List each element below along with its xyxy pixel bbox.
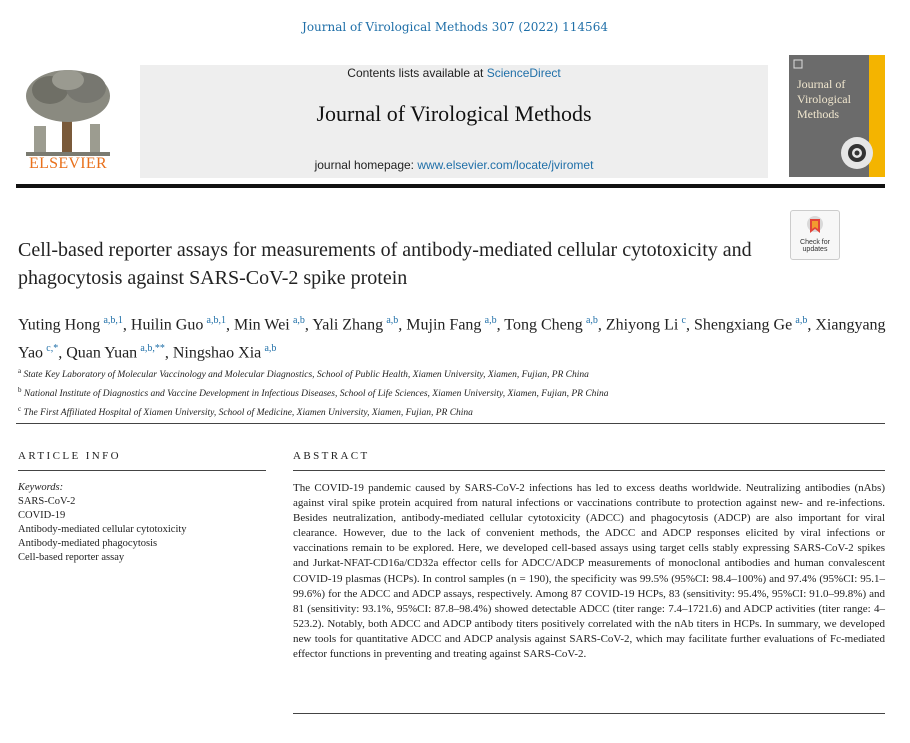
affiliation-text: The First Affiliated Hospital of Xiamen University, School of Medicine, Xiamen University, Xiamen, Fujian, PR China [21,408,473,419]
author-name[interactable]: Yuting Hong [18,316,101,334]
journal-title: Journal of Virological Methods [316,101,592,126]
keyword-item[interactable]: Antibody-mediated phagocytosis [18,538,158,549]
affiliation-item [18,402,888,421]
cover-elsevier-icon [793,59,803,69]
author-affiliation-marker[interactable]: a,b [795,315,808,326]
author-separator: , [685,316,694,334]
author-affiliation-marker[interactable]: a,b [292,315,305,326]
author-affiliation-marker[interactable]: a,b,** [140,343,165,355]
affiliation-text: State Key Laboratory of Molecular Vaccinology and Molecular Diagnostics, School of Public Health, Xiamen University, Xiamen, Fujian, PR China [21,370,589,381]
author-name[interactable]: Min Wei [234,316,290,334]
cover-title [797,77,851,122]
author-affiliation-marker[interactable]: a,b,1 [206,315,226,326]
author-separator: , [807,316,816,334]
check-updates-line-2: updates [802,246,828,253]
author-name[interactable]: Tong Cheng [504,316,583,334]
bookmark-icon [805,215,825,237]
abstract-rule [293,470,885,471]
author-affiliation-marker[interactable]: a,b [484,315,497,326]
abstract-text: The COVID-19 pandemic caused by SARS-CoV-2 infections has led to excess deaths worldwide. Neutralizing antibodies (nAbs) against viral spike protein acquired from natural infections or vaccinations contribute to protection against new- and re-infections. Besides neutralization, antibody-mediated cellular cytotoxicity (ADCC) and phagocytosis (ADCP) are also important for viral clearance. However, due to the lack of convenient methods, the ADCC and ADCP responses elicited by viral infections or vaccinations remain to be explored. Here, we developed cell-based assays using target cells stably expressing SARS-CoV-2 spikes and Jurkat-NFAT-CD16a/CD32a effector cells for ADCC/ADCP measurements of monoclonal antibodies and human convalescent COVID-19 plasmas (HCPs). In control samples (n = 190), the specificity was 99.5% (95%CI: 98.4–100%) and 97.4% (95%CI: 95.1–99.6%) for the ADCC and ADCP assays, respectively. Among 87 COVID-19 HCPs, 83 (sensitivity: 95.4%, 95%CI: 91.0–99.8%) and 81 (sensitivity: 93.1%, 95%CI: 87.8–98.4%) showed detectable ADCC (titer range: 7.4–1721.6) and ADCP activities (titer range: 4–523.2). Notably, both ADCC and ADCP antibody titers positively correlated with the nAb titers in HCPs. In summary, we developed new tools for quantitative ADCC and ADCP analysis against SARS-CoV-2, which may facilitate further evaluations of Fc-mediated effector functions in preventing and treating against SARS-CoV-2. [293,482,885,661]
author-separator: , [398,316,407,334]
homepage-link[interactable]: www.elsevier.com/locate/jviromet [417,158,594,172]
keyword-item[interactable]: COVID-19 [18,510,66,521]
author-name[interactable]: Shengxiang Ge [693,316,793,334]
author-name[interactable]: Mujin Fang [406,316,482,334]
keywords-list [18,495,278,565]
section-divider [16,423,885,424]
author-affiliation-marker[interactable]: a,b [585,315,598,326]
author-affiliation-marker[interactable]: a,b [264,343,277,355]
affiliation-key: b [18,386,22,395]
check-for-updates-button[interactable] [790,210,840,260]
affiliation-item [18,383,888,402]
cover-title-line-1: Journal of [797,77,846,91]
article-info-rule [18,470,266,471]
author-name[interactable]: Xiangyang Yao [18,316,886,362]
author-separator: , [597,316,606,334]
author-name[interactable]: Quan Yuan [66,344,138,362]
check-for-updates-label [791,239,839,253]
author-name[interactable]: Huilin Guo [130,316,204,334]
header-divider [16,184,885,188]
author-affiliation-marker[interactable]: c,* [46,343,59,355]
journal-citation[interactable]: Journal of Virological Methods 307 (2022) 114564 [302,20,608,34]
journal-cover[interactable] [789,55,885,177]
article-title: Cell-based reporter assays for measurements of antibody-mediated cellular cytotoxicity and phagocytosis against SARS-CoV-2 spike protein [18,239,752,289]
author-name[interactable]: Zhiyong Li [605,316,679,334]
journal-masthead [140,65,768,178]
affiliation-key: a [18,367,22,375]
contents-prefix: Contents lists available at [347,66,487,80]
author-separator: , [304,316,313,334]
author-separator: , [122,316,131,334]
author-name[interactable]: Ningshao Xia [172,344,262,362]
affiliation-text: National Institute of Diagnostics and Vaccine Development in Infectious Diseases, School of Life Sciences, Xiamen University, Xiamen, Fujian, PR China [21,389,609,400]
contents-availability [140,66,768,80]
article-info-heading: ARTICLE INFO [18,450,121,462]
affiliation-key: c [18,405,22,414]
abstract-heading: ABSTRACT [293,450,370,462]
author-affiliation-marker[interactable]: a,b,1 [103,315,123,326]
author-name[interactable]: Yali Zhang [312,316,384,334]
author-separator: , [58,344,67,362]
author-affiliation-marker[interactable]: c [681,315,686,326]
publisher-wordmark: ELSEVIER [29,155,107,172]
keyword-item[interactable]: Cell-based reporter assay [18,552,125,563]
affiliation-item [18,364,888,383]
affiliation-list [18,364,888,421]
check-updates-line-1: Check for [800,239,830,246]
cover-title-line-3: Methods [797,107,839,121]
virus-icon [841,137,873,169]
cover-badge-icon [841,137,873,169]
sciencedirect-link[interactable]: ScienceDirect [486,66,561,80]
keywords-label: Keywords: [18,482,64,493]
author-separator: , [496,316,505,334]
author-list [18,309,888,366]
journal-homepage [140,158,768,172]
abstract-bottom-rule [293,713,885,714]
author-separator: , [226,316,234,334]
keyword-item[interactable]: Antibody-mediated cellular cytotoxicity [18,524,187,535]
keywords-block [18,481,278,565]
homepage-prefix: journal homepage: [314,158,418,172]
author-affiliation-marker[interactable]: a,b [386,315,399,326]
keyword-item[interactable]: SARS-CoV-2 [18,496,76,507]
author-separator: , [164,344,173,362]
cover-title-line-2: Virological [797,92,851,106]
